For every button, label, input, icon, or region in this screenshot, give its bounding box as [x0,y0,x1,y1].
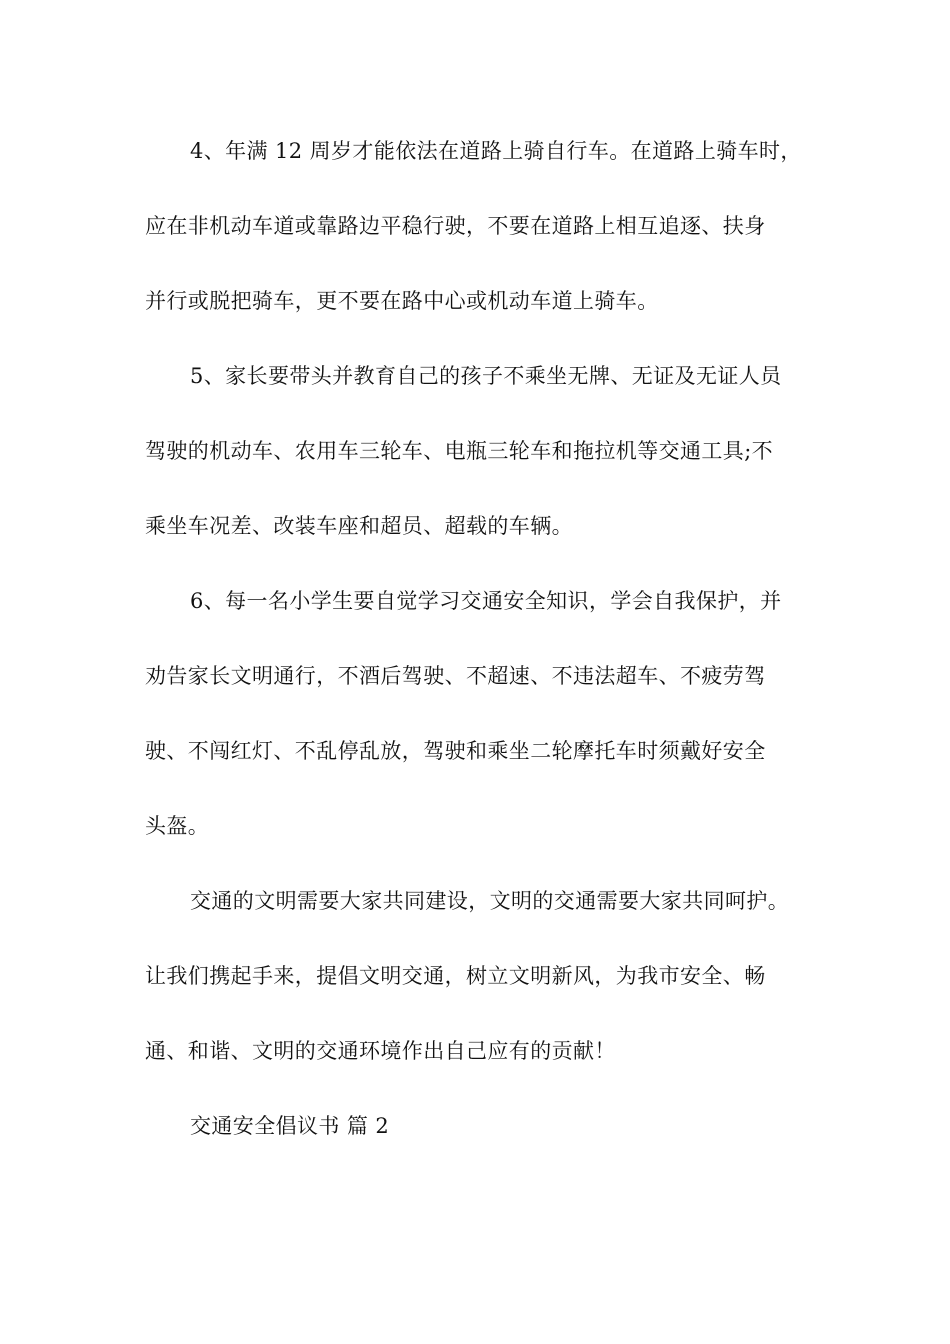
paragraph-5-line-2: 驾驶的机动车、农用车三轮车、电瓶三轮车和拖拉机等交通工具;不 [145,439,774,463]
paragraph-4-line-1: 4、年满 12 周岁才能依法在道路上骑自行车。在道路上骑车时， [190,139,802,163]
paragraph-6-line-2: 劝告家长文明通行，不酒后驾驶、不超速、不违法超车、不疲劳驾 [145,664,766,688]
paragraph-5-line-3: 乘坐车况差、改装车座和超员、超载的车辆。 [145,514,573,538]
paragraph-6-line-3: 驶、不闯红灯、不乱停乱放，驾驶和乘坐二轮摩托车时须戴好安全 [145,739,766,763]
closing-paragraph-line-1: 交通的文明需要大家共同建设，文明的交通需要大家共同呵护。 [190,889,790,913]
paragraph-4-line-3: 并行或脱把骑车，更不要在路中心或机动车道上骑车。 [145,289,659,313]
closing-paragraph-line-2: 让我们携起手来，提倡文明交通，树立文明新风，为我市安全、畅 [145,964,766,988]
paragraph-6-line-4: 头盔。 [145,814,210,838]
paragraph-6-line-1: 6、每一名小学生要自觉学习交通安全知识，学会自我保护，并 [190,589,782,613]
closing-paragraph-line-3: 通、和谐、文明的交通环境作出自己应有的贡献！ [145,1039,616,1063]
section-heading: 交通安全倡议书 篇 2 [190,1114,390,1138]
paragraph-5-line-1: 5、家长要带头并教育自己的孩子不乘坐无牌、无证及无证人员 [190,364,782,388]
paragraph-4-line-2: 应在非机动车道或靠路边平稳行驶，不要在道路上相互追逐、扶身 [145,214,766,238]
